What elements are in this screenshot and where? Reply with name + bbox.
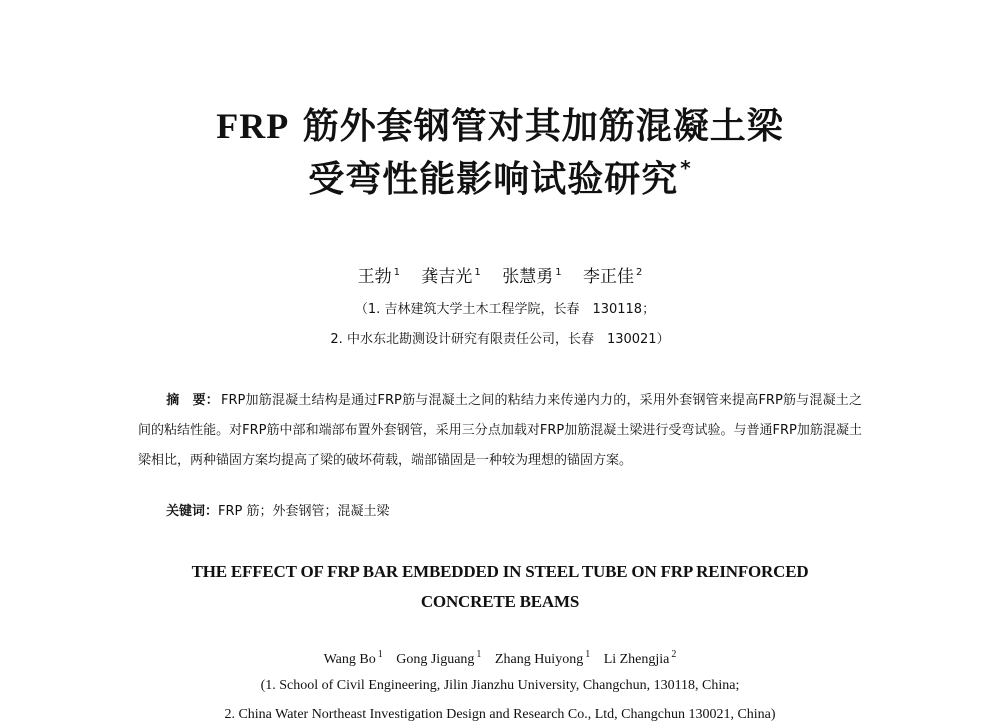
author-en-sup: 2 [671, 649, 677, 660]
author-cn [358, 267, 400, 287]
author-en [494, 649, 591, 667]
author-en-name: Li Zhengjia [603, 651, 670, 667]
author-en-name: Wang Bo [323, 651, 376, 667]
keywords-cn [166, 505, 390, 518]
author-cn-sup: 2 [635, 267, 643, 278]
author-cn [583, 267, 642, 287]
affiliation-cn-1: （1. 吉林建筑大学土木工程学院，长春 130118； [354, 302, 656, 317]
english-title-line-1: THE EFFECT OF FRP BAR EMBEDDED IN STEEL TUBE ON FRP REINFORCED [191, 562, 809, 581]
title-line-2-text: 受弯性能影响试验研究 [308, 159, 679, 200]
authors-en [0, 650, 1000, 667]
author-cn-sup: 1 [393, 267, 401, 278]
author-cn-name: 李正佳 [582, 266, 634, 287]
keywords-text: FRP 筋；外套钢管；混凝土梁 [218, 504, 390, 519]
title-cn-part: 筋外套钢管对其加筋混凝土梁 [289, 106, 784, 147]
affiliation-en-2: 2. China Water Northeast Investigation Design and Research Co., Ltd, Changchun 130021, China) [224, 707, 776, 722]
author-cn [502, 267, 561, 287]
abstract-label: 摘 要： [166, 393, 219, 408]
abstract-text: FRP加筋混凝土结构是通过FRP筋与混凝土之间的粘结力来传递内力的，采用外套钢管来提高FRP筋与混凝土之间的粘结性能。对FRP筋中部和端部布置外套钢管，采用三分点加载对FRP加筋混凝土梁进行受弯试验。与普通FRP加筋混凝土梁相比，两种锚固方案均提高了梁的破坏荷载，端部锚固是一种较为理想的锚固方案。 [138, 393, 862, 468]
abstract-cn [138, 386, 862, 476]
title-footnote-mark: * [680, 156, 692, 180]
affiliation-en-1: (1. School of Civil Engineering, Jilin Jianzhu University, Changchun, 130118, China; [260, 678, 740, 693]
author-en-name: Zhang Huiyong [494, 651, 584, 667]
author-en-sup: 1 [585, 649, 591, 660]
author-en [323, 649, 383, 667]
title-line-1 [0, 108, 1000, 145]
author-cn-sup: 1 [474, 267, 481, 278]
authors-cn [0, 268, 1000, 286]
author-en-sup: 1 [377, 649, 383, 660]
keywords-label: 关键词： [166, 504, 219, 519]
affiliation-cn-2: 2. 中水东北勘测设计研究有限责任公司，长春 130021） [330, 332, 670, 347]
author-cn-sup: 1 [555, 267, 562, 278]
english-title-line-2: CONCRETE BEAMS [420, 592, 580, 611]
author-en-name: Gong Jiguang [396, 651, 475, 667]
author-cn [421, 267, 480, 287]
author-cn-name: 龚吉光 [421, 266, 473, 287]
author-en-sup: 1 [476, 649, 482, 660]
author-en [603, 649, 677, 667]
author-cn-name: 张慧勇 [502, 266, 554, 287]
author-en [396, 649, 482, 667]
title-latin-part: FRP [216, 106, 290, 146]
author-cn-name: 王勃 [357, 266, 392, 287]
title-line-2 [0, 156, 1000, 200]
